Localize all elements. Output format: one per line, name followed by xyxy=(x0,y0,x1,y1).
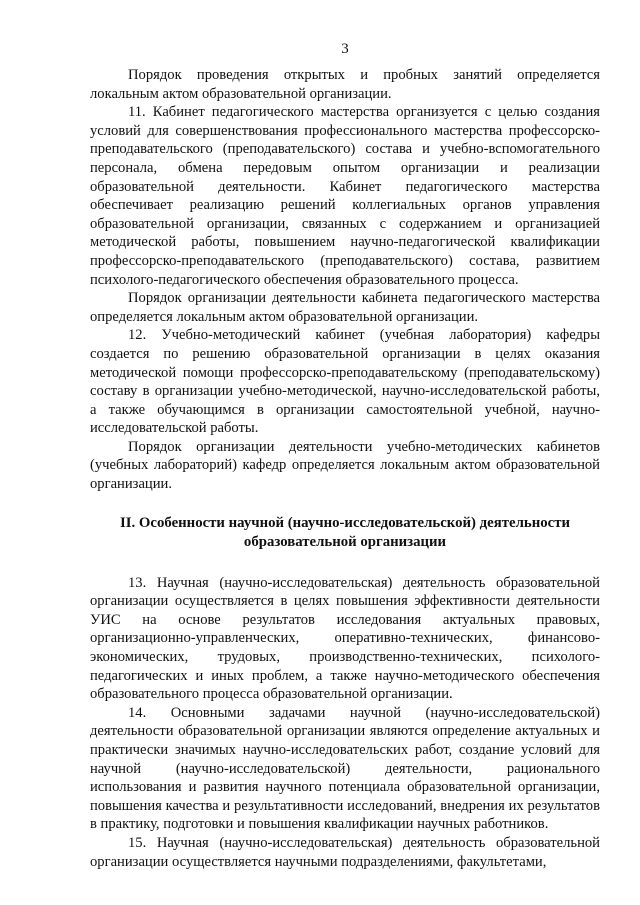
document-page xyxy=(90,40,600,871)
section-title xyxy=(90,514,600,552)
page-number: 3 xyxy=(341,41,349,57)
paragraph-13-research-activity: 13. Научная (научно-исследовательская) деятельность образовательной организации осуществляется в целях повышения эффективности деятельности УИС на основе результатов исследования актуальных правовых, организационно-управленческих, оперативно-технических, финансово-экономических, трудовых, производственно-технических, психолого-педагогических и иных проблем, а также научно-методического обеспечения образовательного процесса образовательной организации. xyxy=(90,574,600,703)
paragraph-open-lessons-order: Порядок проведения открытых и пробных занятий определяется локальным актом образовательной организации. xyxy=(90,67,600,102)
paragraph-14-research-tasks: 14. Основными задачами научной (научно-исследовательской) деятельности образовательной организации являются определение актуальных и практически значимых научно-исследовательских работ, создание условий для научной (научно-исследовательской) деятельности, рационального использования и развития научного потенциала образовательной организации, повышения качества и результативности исследований, внедрения их результатов в практику, подготовки и повышения квалификации научных работников. xyxy=(90,704,600,833)
section-title-line-1: II. Особенности научной (научно-исследовательской) деятельности xyxy=(119,514,570,531)
paragraph-methodical-cabinets-order: Порядок организации деятельности учебно-методических кабинетов (учебных лабораторий) кафедр определяется локальным актом образовательной организации. xyxy=(90,438,600,493)
paragraph-11-pedagogical-cabinet: 11. Кабинет педагогического мастерства организуется с целью создания условий для совершенствования профессионального мастерства профессорско-преподавательского (преподавательского) состава и учебно-вспомогательного персонала, обмена передовым опытом организации и реализации образовательной деятельности. Кабинет педагогического мастерства обеспечивает реализацию решений коллегиальных органов управления образовательной организации, связанных с содержанием и организацией методической работы, повышением научно-педагогической квалификации профессорско-преподавательского (преподавательского) состава, развитием психолого-педагогического обеспечения образовательного процесса. xyxy=(90,104,600,288)
section-title-line-2: образовательной организации xyxy=(243,533,447,550)
paragraph-12-methodical-cabinet: 12. Учебно-методический кабинет (учебная лаборатория) кафедры создается по решению образовательной организации в целях оказания методической помощи профессорско-преподавательскому (преподавательскому) составу в организации учебно-методической, научно-исследовательской работы, а также обучающимся в организации самостоятельной учебной, научно-исследовательской работы. xyxy=(90,327,600,437)
paragraph-15-research-units: 15. Научная (научно-исследовательская) деятельность образовательной организации осуществляется научными подразделениями, факультетами, xyxy=(90,834,600,870)
paragraph-cabinet-order: Порядок организации деятельности кабинета педагогического мастерства определяется локальным актом образовательной организации. xyxy=(90,290,600,325)
